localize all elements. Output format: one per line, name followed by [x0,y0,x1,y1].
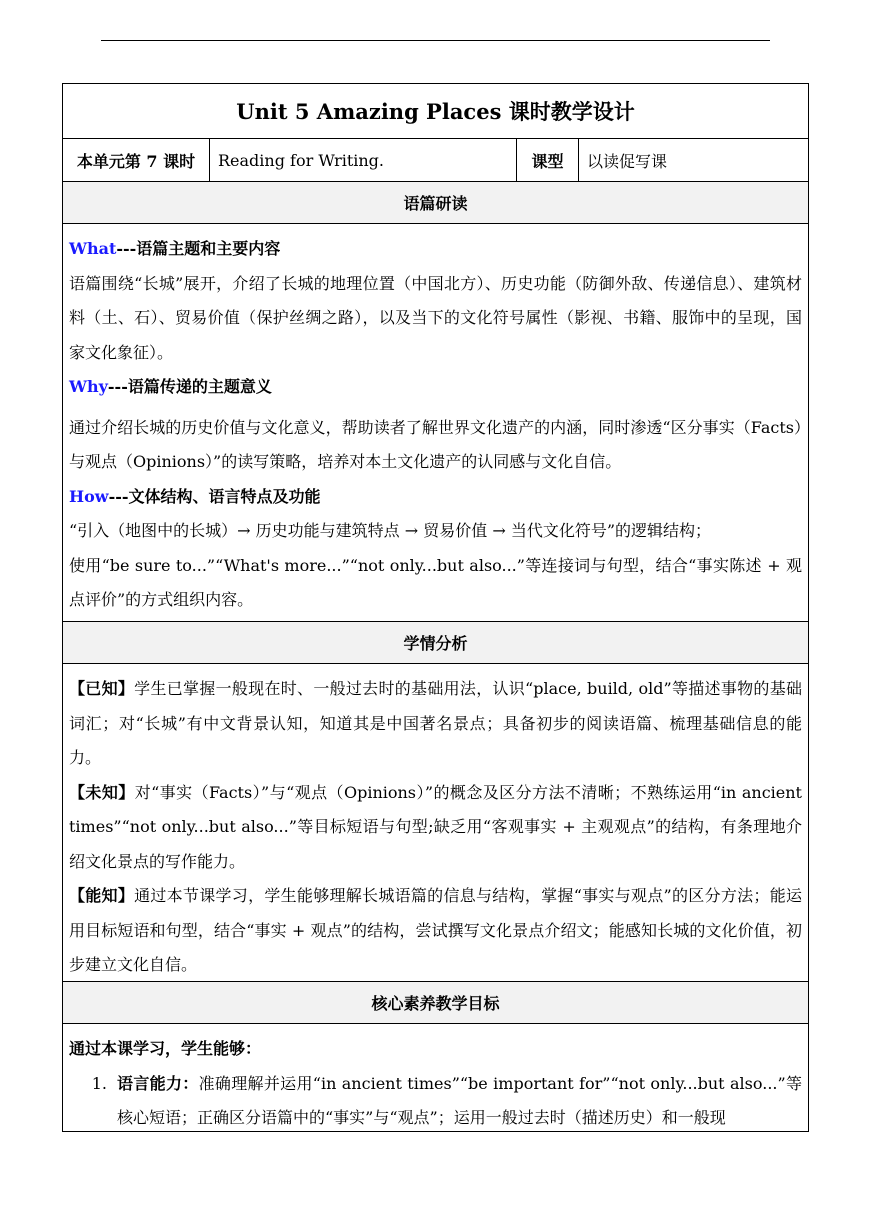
unknown-body: 对“事实（Facts）”与“观点（Opinions）”的概念及区分方法不清晰；不熟练运用“in ancient times”“not only...but also...”等目标短语与句型;缺乏用“客观事实 + 主观观点”的结构，有条理地介绍文化景点的写作能力。 [69,782,802,871]
text-analysis-body [63,224,808,622]
section-heading-student-analysis: 学情分析 [63,622,808,664]
lesson-plan-table [62,83,809,1132]
lesson-info-row [63,139,808,182]
goal-number: 1. [91,1073,107,1093]
how-key: How [69,486,109,506]
lesson-number-label: 本单元第 7 课时 [63,139,210,181]
how-body-language: 使用“be sure to...”“What's more...”“not only...but also...”等连接词与句型，结合“事实陈述 + 观点评价”的方式组织内容。 [69,555,802,609]
header-rule [101,40,770,41]
lesson-number-value: Reading for Writing. [210,139,517,181]
how-heading [69,480,802,515]
unknown-paragraph [69,776,802,880]
known-paragraph [69,672,802,776]
known-body: 学生已掌握一般现在时、一般过去时的基础用法，认识“place, build, old”等描述事物的基础词汇；对“长城”有中文背景认知，知道其是中国著名景点；具备初步的阅读语篇、梳理基础信息的能力。 [69,679,802,767]
known-label: 【已知】 [69,679,135,698]
unknown-label: 【未知】 [69,782,135,802]
why-body: 通过介绍长城的历史价值与文化意义，帮助读者了解世界文化遗产的内涵，同时渗透“区分事实（Facts）与观点（Opinions）”的读写策略，培养对本土文化遗产的认同感与文化自信。 [69,417,802,471]
student-analysis-body [63,664,808,982]
section-heading-core-goals: 核心素养教学目标 [63,982,808,1024]
goal-body: 准确理解并运用“in ancient times”“be important for”“not only...but also...”等核心短语；正确区分语篇中的“事实”与“观点”；运用一般过去时（描述历史）和一般现 [117,1073,802,1127]
what-title: ---语篇主题和主要内容 [116,239,281,258]
lesson-type-value: 以读促写课 [587,151,668,171]
why-title: ---语篇传递的主题意义 [107,377,272,396]
document-title: Unit 5 Amazing Places 课时教学设计 [63,84,808,139]
how-body-structure: “引入（地图中的长城）→ 历史功能与建筑特点 → 贸易价值 → 当代文化符号”的逻辑结构； [69,521,712,540]
why-key: Why [69,377,108,396]
core-goals-intro: 通过本课学习，学生能够： [69,1039,262,1058]
lesson-type-label: 课型 [517,139,579,181]
what-heading [69,232,802,267]
how-title: ---文体结构、语言特点及功能 [108,486,321,506]
goal-text [117,1067,802,1133]
able-paragraph [69,879,802,983]
goal-item-language [69,1067,802,1133]
goal-label: 语言能力： [117,1073,199,1093]
core-goals-body [63,1024,808,1132]
what-body: 语篇围绕“长城”展开，介绍了长城的地理位置（中国北方）、历史功能（防御外敌、传递信息）、建筑材料（土、石）、贸易价值（保护丝绸之路），以及当下的文化符号属性（影视、书籍、服饰中的呈现，国家文化象征）。 [69,273,802,362]
able-label: 【能知】 [69,886,135,905]
section-heading-text-analysis: 语篇研读 [63,182,808,224]
able-body: 通过本节课学习，学生能够理解长城语篇的信息与结构，掌握“事实与观点”的区分方法；能运用目标短语和句型，结合“事实 + 观点”的结构，尝试撰写文化景点介绍文；能感知长城的文化价值，初步建立文化自信。 [69,886,802,974]
why-heading [69,370,802,405]
what-key: What [69,239,117,258]
